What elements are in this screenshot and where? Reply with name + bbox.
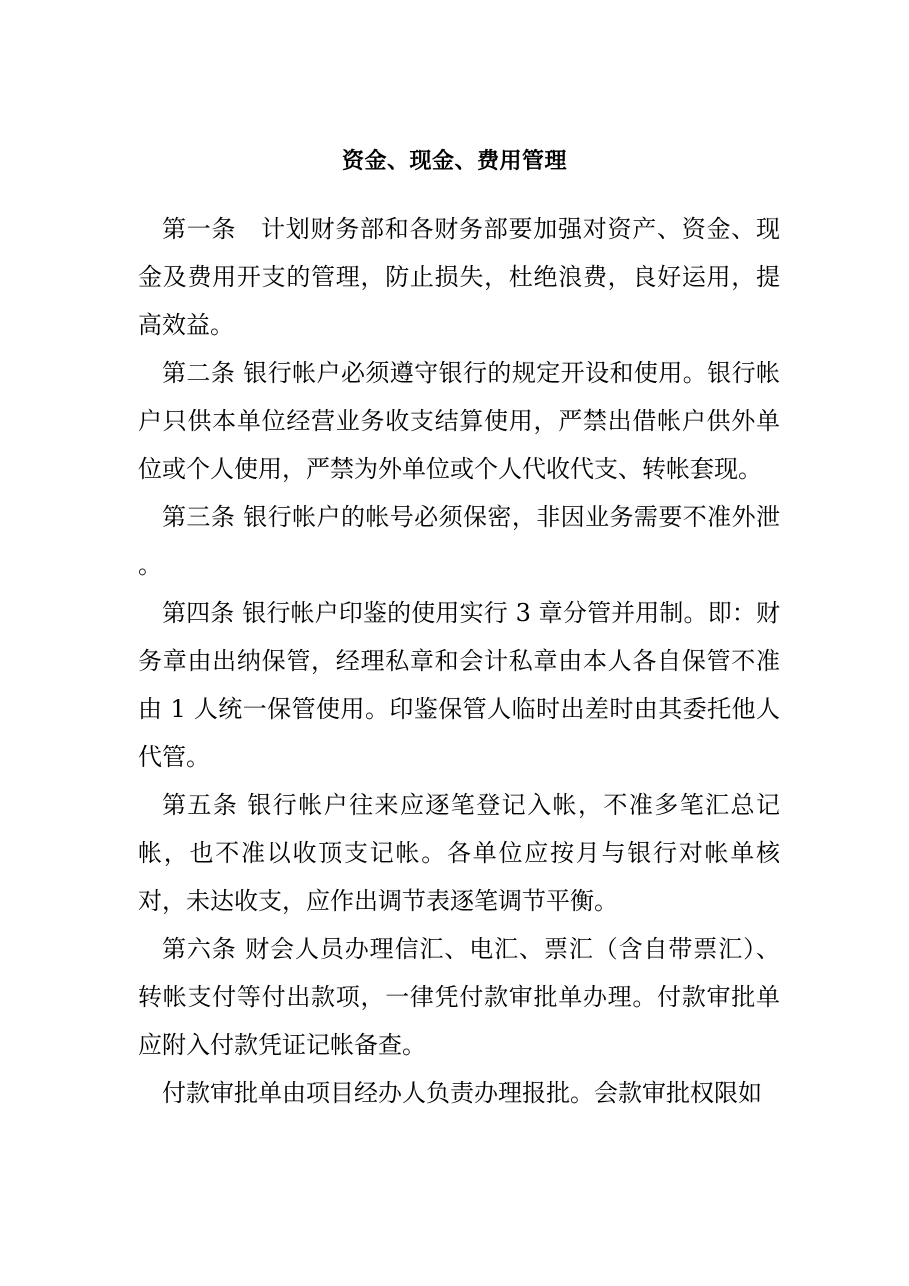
article-5-paragraph: 第五条 银行帐户往来应逐笔登记入帐，不准多笔汇总记帐，也不准以收顶支记帐。各单位应按月与银行对帐单核对，未达收支，应作出调节表逐笔调节平衡。 (138, 791, 780, 915)
article-2-paragraph: 第二条 银行帐户必须遵守银行的规定开设和使用。银行帐户只供本单位经营业务收支结算使用，严禁出借帐户供外单位或个人使用，严禁为外单位或个人代收代支、转帐套现。 (138, 359, 780, 483)
article-1-paragraph: 第一条 计划财务部和各财务部要加强对资产、资金、现金及费用开支的管理，防止损失，杜绝浪费，良好运用，提高效益。 (138, 215, 780, 339)
article-3-paragraph: 第三条 银行帐户的帐号必须保密，非因业务需要不准外泄 。 (138, 503, 780, 579)
article-6-paragraph: 第六条 财会人员办理信汇、电汇、票汇（含自带票汇）、转帐支付等付出款项，一律凭付款审批单办理。付款审批单应附入付款凭证记帐备查。 (138, 935, 780, 1059)
article-4-paragraph: 第四条 银行帐户印鉴的使用实行 3 章分管并用制。即：财务章由出纳保管，经理私章和会计私章由本人各自保管不准由 1 人统一保管使用。印鉴保管人临时出差时由其委托他人代管。 (138, 599, 780, 771)
payment-approval-paragraph: 付款审批单由项目经办人负责办理报批。会款审批权限如 (162, 1079, 762, 1107)
document-title: 资金、现金、费用管理 (341, 149, 567, 174)
document-body (138, 205, 780, 1117)
